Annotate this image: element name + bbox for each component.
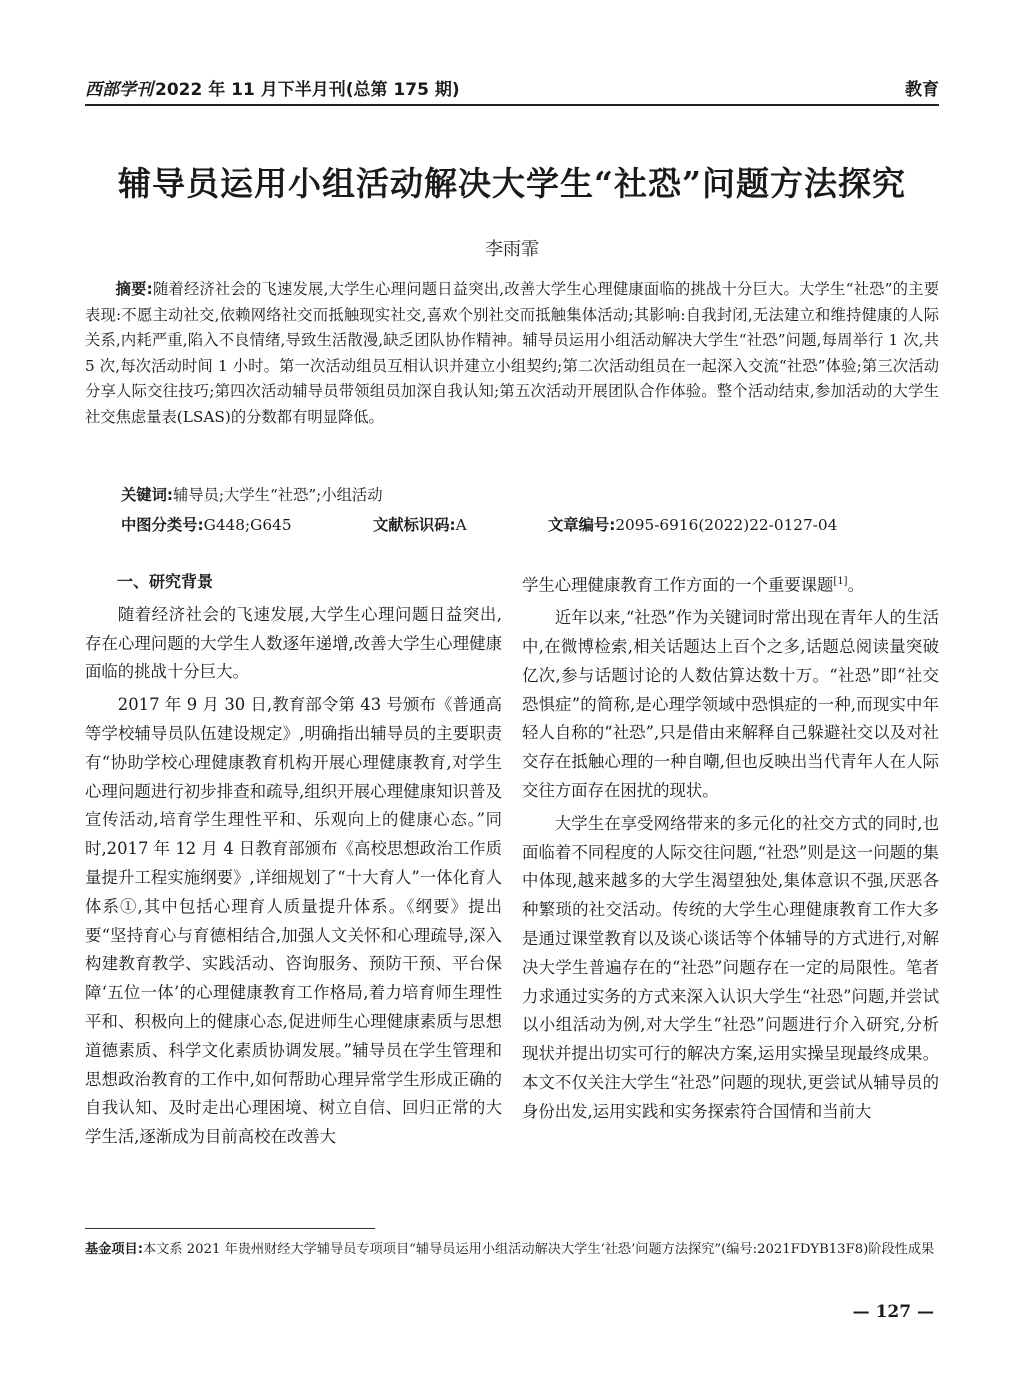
author-name: 李雨霏 <box>485 239 539 260</box>
footnote-label: 基金项目: <box>85 1242 144 1257</box>
continued-end: 。 <box>847 575 864 595</box>
footnote <box>85 1238 939 1262</box>
issue-info: 2022 年 11 月下半月刊(总第 175 期) <box>155 80 460 100</box>
body-column-left <box>85 568 502 1156</box>
article-title: 辅导员运用小组活动解决大学生“社恐”问题方法探究 <box>118 164 906 203</box>
article-label: 文章编号: <box>548 516 616 534</box>
body-paragraph: 大学生在享受网络带来的多元化的社交方式的同时,也面临着不同程度的人际交往问题,“社恐”则是这一问题的集中体现,越来越多的大学生渴望独处,集体意识不强,厌恶各种繁琐的社交活动。传统的大学生心理健康教育工作大多是通过课堂教育以及谈心谈话等个体辅导的方式进行,对解决大学生普遍存在的“社恐”问题存在一定的局限性。笔者力求通过实务的方式来深入认识大学生“社恐”问题,并尝试以小组活动为例,对大学生“社恐”问题进行介入研究,分析现状并提出切实可行的解决方案,运用实操呈现最终成果。本文不仅关注大学生“社恐”问题的现状,更尝试从辅导员的身份出发,运用实践和实务探索符合国情和当前大 <box>522 813 939 1121</box>
footnote-text: 本文系 2021 年贵州财经大学辅导员专项项目“辅导员运用小组活动解决大学生‘社恐’问题方法探究”(编号:2021FDYB13F8)阶段性成果 <box>143 1242 935 1257</box>
body-paragraph: 随着经济社会的飞速发展,大学生心理问题日益突出,存在心理问题的大学生人数逐年递增,改善大学生心理健康面临的挑战十分巨大。 <box>85 604 502 682</box>
page-number: — 127 — <box>852 1302 934 1322</box>
abstract-text: 随着经济社会的飞速发展,大学生心理问题日益突出,改善大学生心理健康面临的挑战十分巨大。大学生“社恐”的主要表现:不愿主动社交,依赖网络社交而抵触现实社交,喜欢个别社交而抵触集体活动;其影响:自我封闭,无法建立和维持健康的人际关系,内耗严重,陷入不良情绪,导致生活散漫,缺乏团队协作精神。辅导员运用小组活动解决大学生“社恐”问题,每周举行 1 次,共 5 次,每次活动时间 1 小时。第一次活动组员互相认识并建立小组契约;第二次活动组员在一起深入交流“社恐”体验;第三次活动分享人际交往技巧;第四次活动辅导员带领组员加深自我认知;第五次活动开展团队合作体验。整个活动结束,参加活动的大学生社交焦虑量表(LSAS)的分数都有明显降低。 <box>85 280 939 426</box>
body-paragraph: 近年以来,“社恐”作为关键词时常出现在青年人的生活中,在微博检索,相关话题达上百个之多,话题总阅读量突破亿次,参与话题讨论的人数估算达数十万。“社恐”即“社交恐惧症”的简称,是心理学领域中恐惧症的一种,而现实中年轻人自称的“社恐”,只是借由来解释自己躲避社交以及对社交存在抵触心理的一种自嘲,但也反映出当代青年人在人际交往方面存在困扰的现状。 <box>522 608 939 801</box>
article-number <box>548 513 837 535</box>
clc-label: 中图分类号: <box>121 516 204 534</box>
doc-label: 文献标识码: <box>373 516 456 534</box>
abstract <box>85 277 939 431</box>
body-column-right <box>522 568 939 1131</box>
keywords-label: 关键词: <box>121 486 174 504</box>
clc-value: G448;G645 <box>203 516 292 534</box>
journal-name: 西部学刊 <box>85 80 153 100</box>
footnote-divider <box>85 1228 375 1229</box>
keywords-text: 辅导员;大学生“社恐”;小组活动 <box>173 486 383 504</box>
journal-issue <box>85 75 460 100</box>
body-paragraph-continued <box>522 568 939 600</box>
clc-code <box>121 513 373 535</box>
section-heading: 一、研究背景 <box>117 572 214 591</box>
body-paragraph: 2017 年 9 月 30 日,教育部令第 43 号颁布《普通高等学校辅导员队伍建设规定》,明确指出辅导员的主要职责有“协助学校心理健康教育机构开展心理健康教育,对学生心理问题进行初步排查和疏导,组织开展心理健康知识普及宣传活动,培育学生理性平和、乐观向上的健康心态。”同时,2017 年 12 月 4 日教育部颁布《高校思想政治工作质量提升工程实施纲要》,详细规划了“十大育人”一体化育人体系①,其中包括心理育人质量提升体系。《纲要》提出要“坚持育心与育德相结合,加强人文关怀和心理疏导,深入构建教育教学、实践活动、咨询服务、预防干预、平台保障‘五位一体’的心理健康教育工作格局,着力培育师生理性平和、积极向上的健康心态,促进师生心理健康素质与思想道德素质、科学文化素质协调发展。”辅导员在学生管理和思想政治教育的工作中,如何帮助心理异常学生形成正确的自我认知、及时走出心理困境、树立自信、回归正常的大学生活,逐渐成为目前高校在改善大 <box>85 695 502 1147</box>
continued-text: 学生心理健康教育工作方面的一个重要课题 <box>522 575 834 595</box>
classification-row <box>121 513 939 535</box>
running-header <box>85 70 939 106</box>
citation-ref: [1] <box>833 576 848 587</box>
doc-value: A <box>455 516 467 534</box>
abstract-label: 摘要: <box>115 280 153 298</box>
article-value: 2095-6916(2022)22-0127-04 <box>615 516 838 534</box>
section-name: 教育 <box>905 80 939 100</box>
doc-code <box>373 513 548 535</box>
keywords <box>121 483 383 505</box>
